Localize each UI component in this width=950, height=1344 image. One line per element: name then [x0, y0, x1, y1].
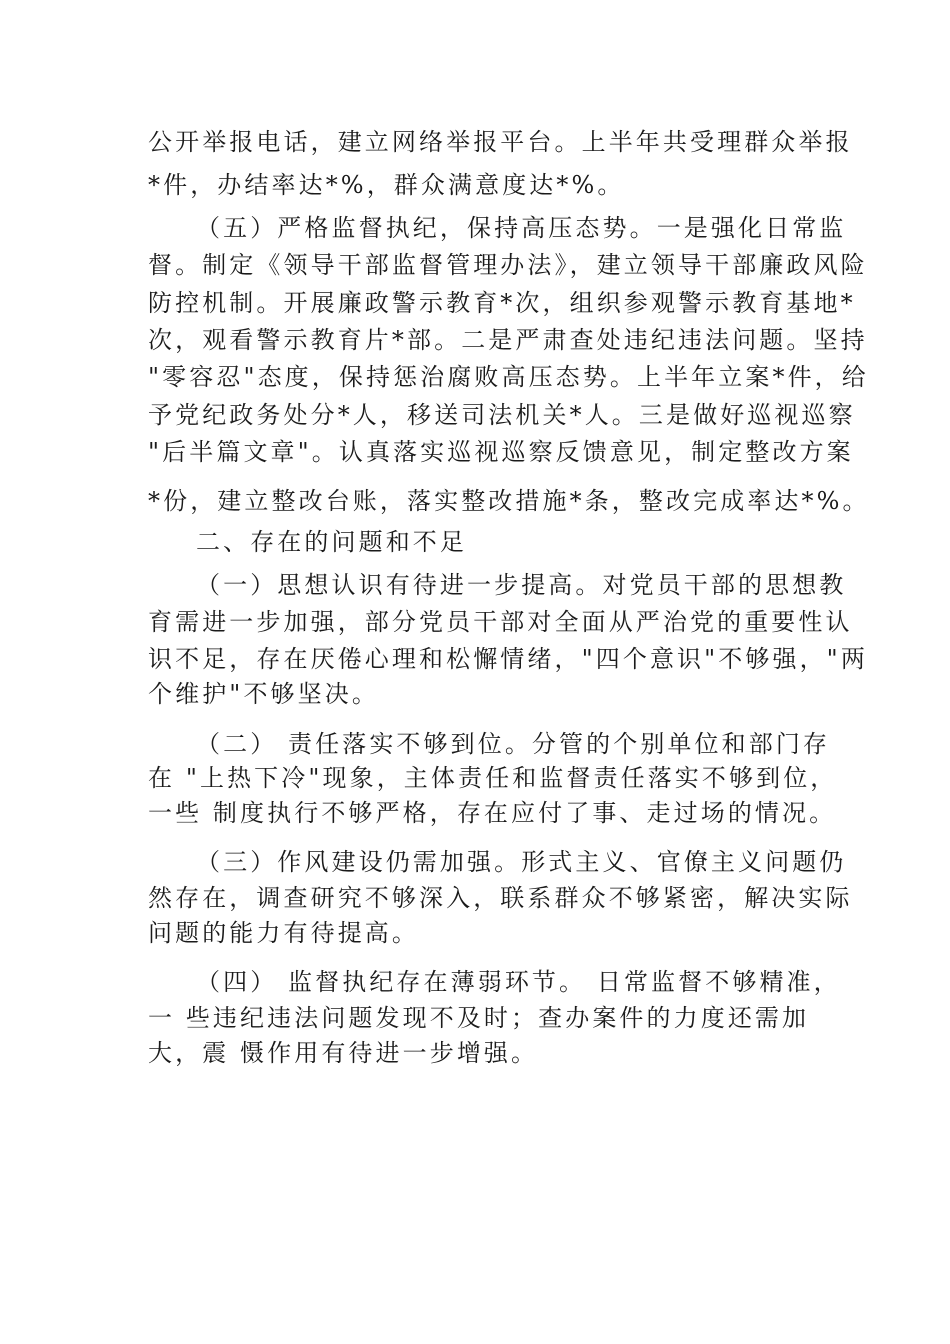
text-line: 督。制定《领导干部监督管理办法》，建立领导干部廉政风险	[148, 251, 868, 279]
text-line: 大，震 慑作用有待进一步增强。	[148, 1039, 539, 1067]
text-line: 个维护"不够坚决。	[148, 680, 379, 708]
paragraph-heading-5: （五）严格监督执纪，保持高压态势。一是强化日常监	[196, 214, 847, 242]
text-line: 育需进一步加强，部分党员干部对全面从严治党的重要性认	[148, 608, 853, 636]
paragraph-heading-4: （四） 监督执纪存在薄弱环节。 日常监督不够精准，	[196, 968, 841, 996]
text-line: 一些 制度执行不够严格，存在应付了事、走过场的情况。	[148, 799, 837, 827]
text-line: 问题的能力有待提高。	[148, 919, 419, 947]
text-line: 防控机制。开展廉政警示教育*次，组织参观警示教育基地*	[148, 289, 856, 317]
text-line: "零容忍"态度，保持惩治腐败高压态势。上半年立案*件，给	[148, 363, 869, 391]
paragraph-heading-3: （三）作风建设仍需加强。形式主义、官僚主义问题仍	[196, 848, 847, 876]
section-heading: 二、存在的问题和不足	[196, 528, 467, 556]
text-line: 公开举报电话，建立网络举报平台。上半年共受理群众举报	[148, 128, 853, 156]
text-line: "后半篇文章"。认真落实巡视巡察反馈意见，制定整改方案	[148, 438, 854, 466]
text-line: 予党纪政务处分*人，移送司法机关*人。三是做好巡视巡察	[148, 401, 856, 429]
text-line: *份，建立整改台账，落实整改措施*条，整改完成率达*%。	[148, 487, 870, 515]
text-line: 在 "上热下冷"现象，主体责任和监督责任落实不够到位，	[148, 764, 838, 792]
text-line: 识不足，存在厌倦心理和松懈情绪，"四个意识"不够强，"两	[148, 645, 868, 673]
text-line: 一 些违纪违法问题发现不及时；查办案件的力度还需加	[148, 1004, 810, 1032]
text-line: 然存在，调查研究不够深入，联系群众不够紧密，解决实际	[148, 884, 853, 912]
paragraph-heading-2: （二） 责任落实不够到位。分管的个别单位和部门存	[196, 730, 831, 758]
text-line: 次，观看警示教育片*部。二是严肃查处违纪违法问题。坚持	[148, 326, 868, 354]
paragraph-heading-1: （一）思想认识有待进一步提高。对党员干部的思想教	[196, 571, 847, 599]
text-line: *件，办结率达*%，群众满意度达*%。	[148, 171, 625, 199]
